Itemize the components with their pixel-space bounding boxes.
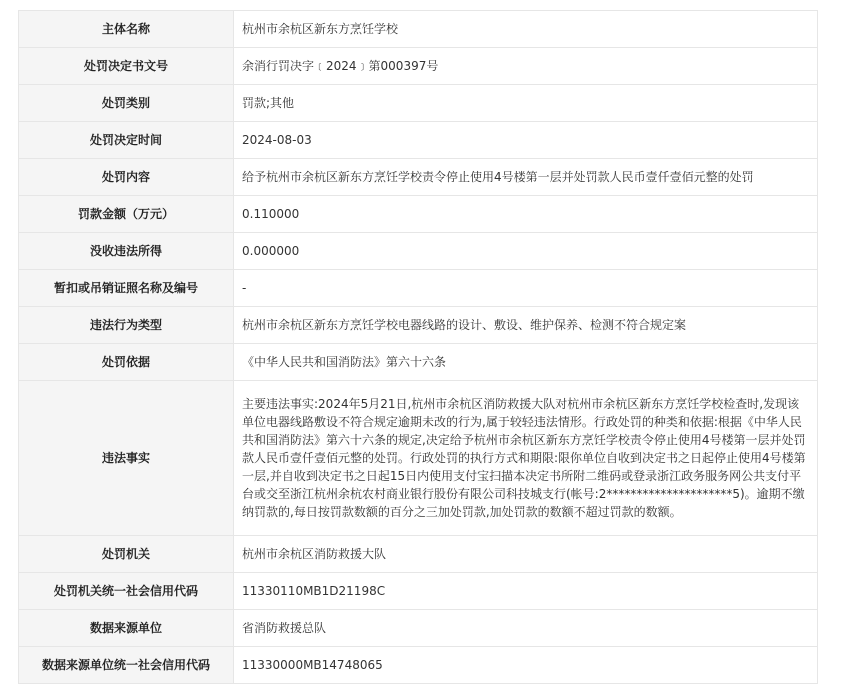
value-data-source: 省消防救援总队 — [234, 610, 818, 647]
value-data-source-credit-code: 11330000MB14748065 — [234, 647, 818, 684]
row-violation-facts — [19, 381, 818, 536]
label-data-source-credit-code: 数据来源单位统一社会信用代码 — [19, 647, 234, 684]
value-decision-date: 2024-08-03 — [234, 122, 818, 159]
row-penalty-category — [19, 85, 818, 122]
row-decision-date — [19, 122, 818, 159]
label-decision-number: 处罚决定书文号 — [19, 48, 234, 85]
label-penalty-category: 处罚类别 — [19, 85, 234, 122]
label-violation-type: 违法行为类型 — [19, 307, 234, 344]
row-data-source-credit-code — [19, 647, 818, 684]
label-violation-facts: 违法事实 — [19, 381, 234, 536]
label-penalty-content: 处罚内容 — [19, 159, 234, 196]
label-authority-credit-code: 处罚机关统一社会信用代码 — [19, 573, 234, 610]
value-penalty-authority: 杭州市余杭区消防救援大队 — [234, 536, 818, 573]
row-violation-type — [19, 307, 818, 344]
label-legal-basis: 处罚依据 — [19, 344, 234, 381]
value-violation-facts: 主要违法事实:2024年5月21日,杭州市余杭区消防救援大队对杭州市余杭区新东方烹饪学校检查时,发现该单位电器线路敷设不符合规定逾期未改的行为,属于较轻违法情形。行政处罚的种类和依据:根据《中华人民共和国消防法》第六十六条的规定,决定给予杭州市余杭区新东方烹饪学校责令停止使用4号楼第一层并处罚款人民币壹仟壹佰元整的处罚。行政处罚的执行方式和期限:限你单位自收到决定书之日起停止使用4号楼第一层,并自收到决定书之日起15日内使用支付宝扫描本决定书所附二维码或登录浙江政务服务网公共支付平台或交至浙江杭州余杭农村商业银行股份有限公司科技城支行(帐号:2*********************5)。逾期不缴纳罚款的,每日按罚款数额的百分之三加处罚款,加处罚款的数额不超过罚款的数额。 — [234, 381, 818, 536]
label-data-source: 数据来源单位 — [19, 610, 234, 647]
penalty-info-table — [18, 10, 818, 684]
value-penalty-content: 给予杭州市余杭区新东方烹饪学校责令停止使用4号楼第一层并处罚款人民币壹仟壹佰元整的处罚 — [234, 159, 818, 196]
row-decision-number — [19, 48, 818, 85]
row-penalty-authority — [19, 536, 818, 573]
value-fine-amount: 0.110000 — [234, 196, 818, 233]
row-data-source — [19, 610, 818, 647]
value-confiscated-income: 0.000000 — [234, 233, 818, 270]
row-legal-basis — [19, 344, 818, 381]
label-penalty-authority: 处罚机关 — [19, 536, 234, 573]
value-violation-type: 杭州市余杭区新东方烹饪学校电器线路的设计、敷设、维护保养、检测不符合规定案 — [234, 307, 818, 344]
row-fine-amount — [19, 196, 818, 233]
row-confiscated-income — [19, 233, 818, 270]
row-entity-name — [19, 11, 818, 48]
label-fine-amount: 罚款金额（万元） — [19, 196, 234, 233]
value-license-revoked: - — [234, 270, 818, 307]
label-license-revoked: 暂扣或吊销证照名称及编号 — [19, 270, 234, 307]
value-legal-basis: 《中华人民共和国消防法》第六十六条 — [234, 344, 818, 381]
value-entity-name: 杭州市余杭区新东方烹饪学校 — [234, 11, 818, 48]
value-authority-credit-code: 11330110MB1D21198C — [234, 573, 818, 610]
row-penalty-content — [19, 159, 818, 196]
value-penalty-category: 罚款;其他 — [234, 85, 818, 122]
label-entity-name: 主体名称 — [19, 11, 234, 48]
row-authority-credit-code — [19, 573, 818, 610]
label-decision-date: 处罚决定时间 — [19, 122, 234, 159]
label-confiscated-income: 没收违法所得 — [19, 233, 234, 270]
row-license-revoked — [19, 270, 818, 307]
value-decision-number: 余消行罚决字﹝2024﹞第000397号 — [234, 48, 818, 85]
